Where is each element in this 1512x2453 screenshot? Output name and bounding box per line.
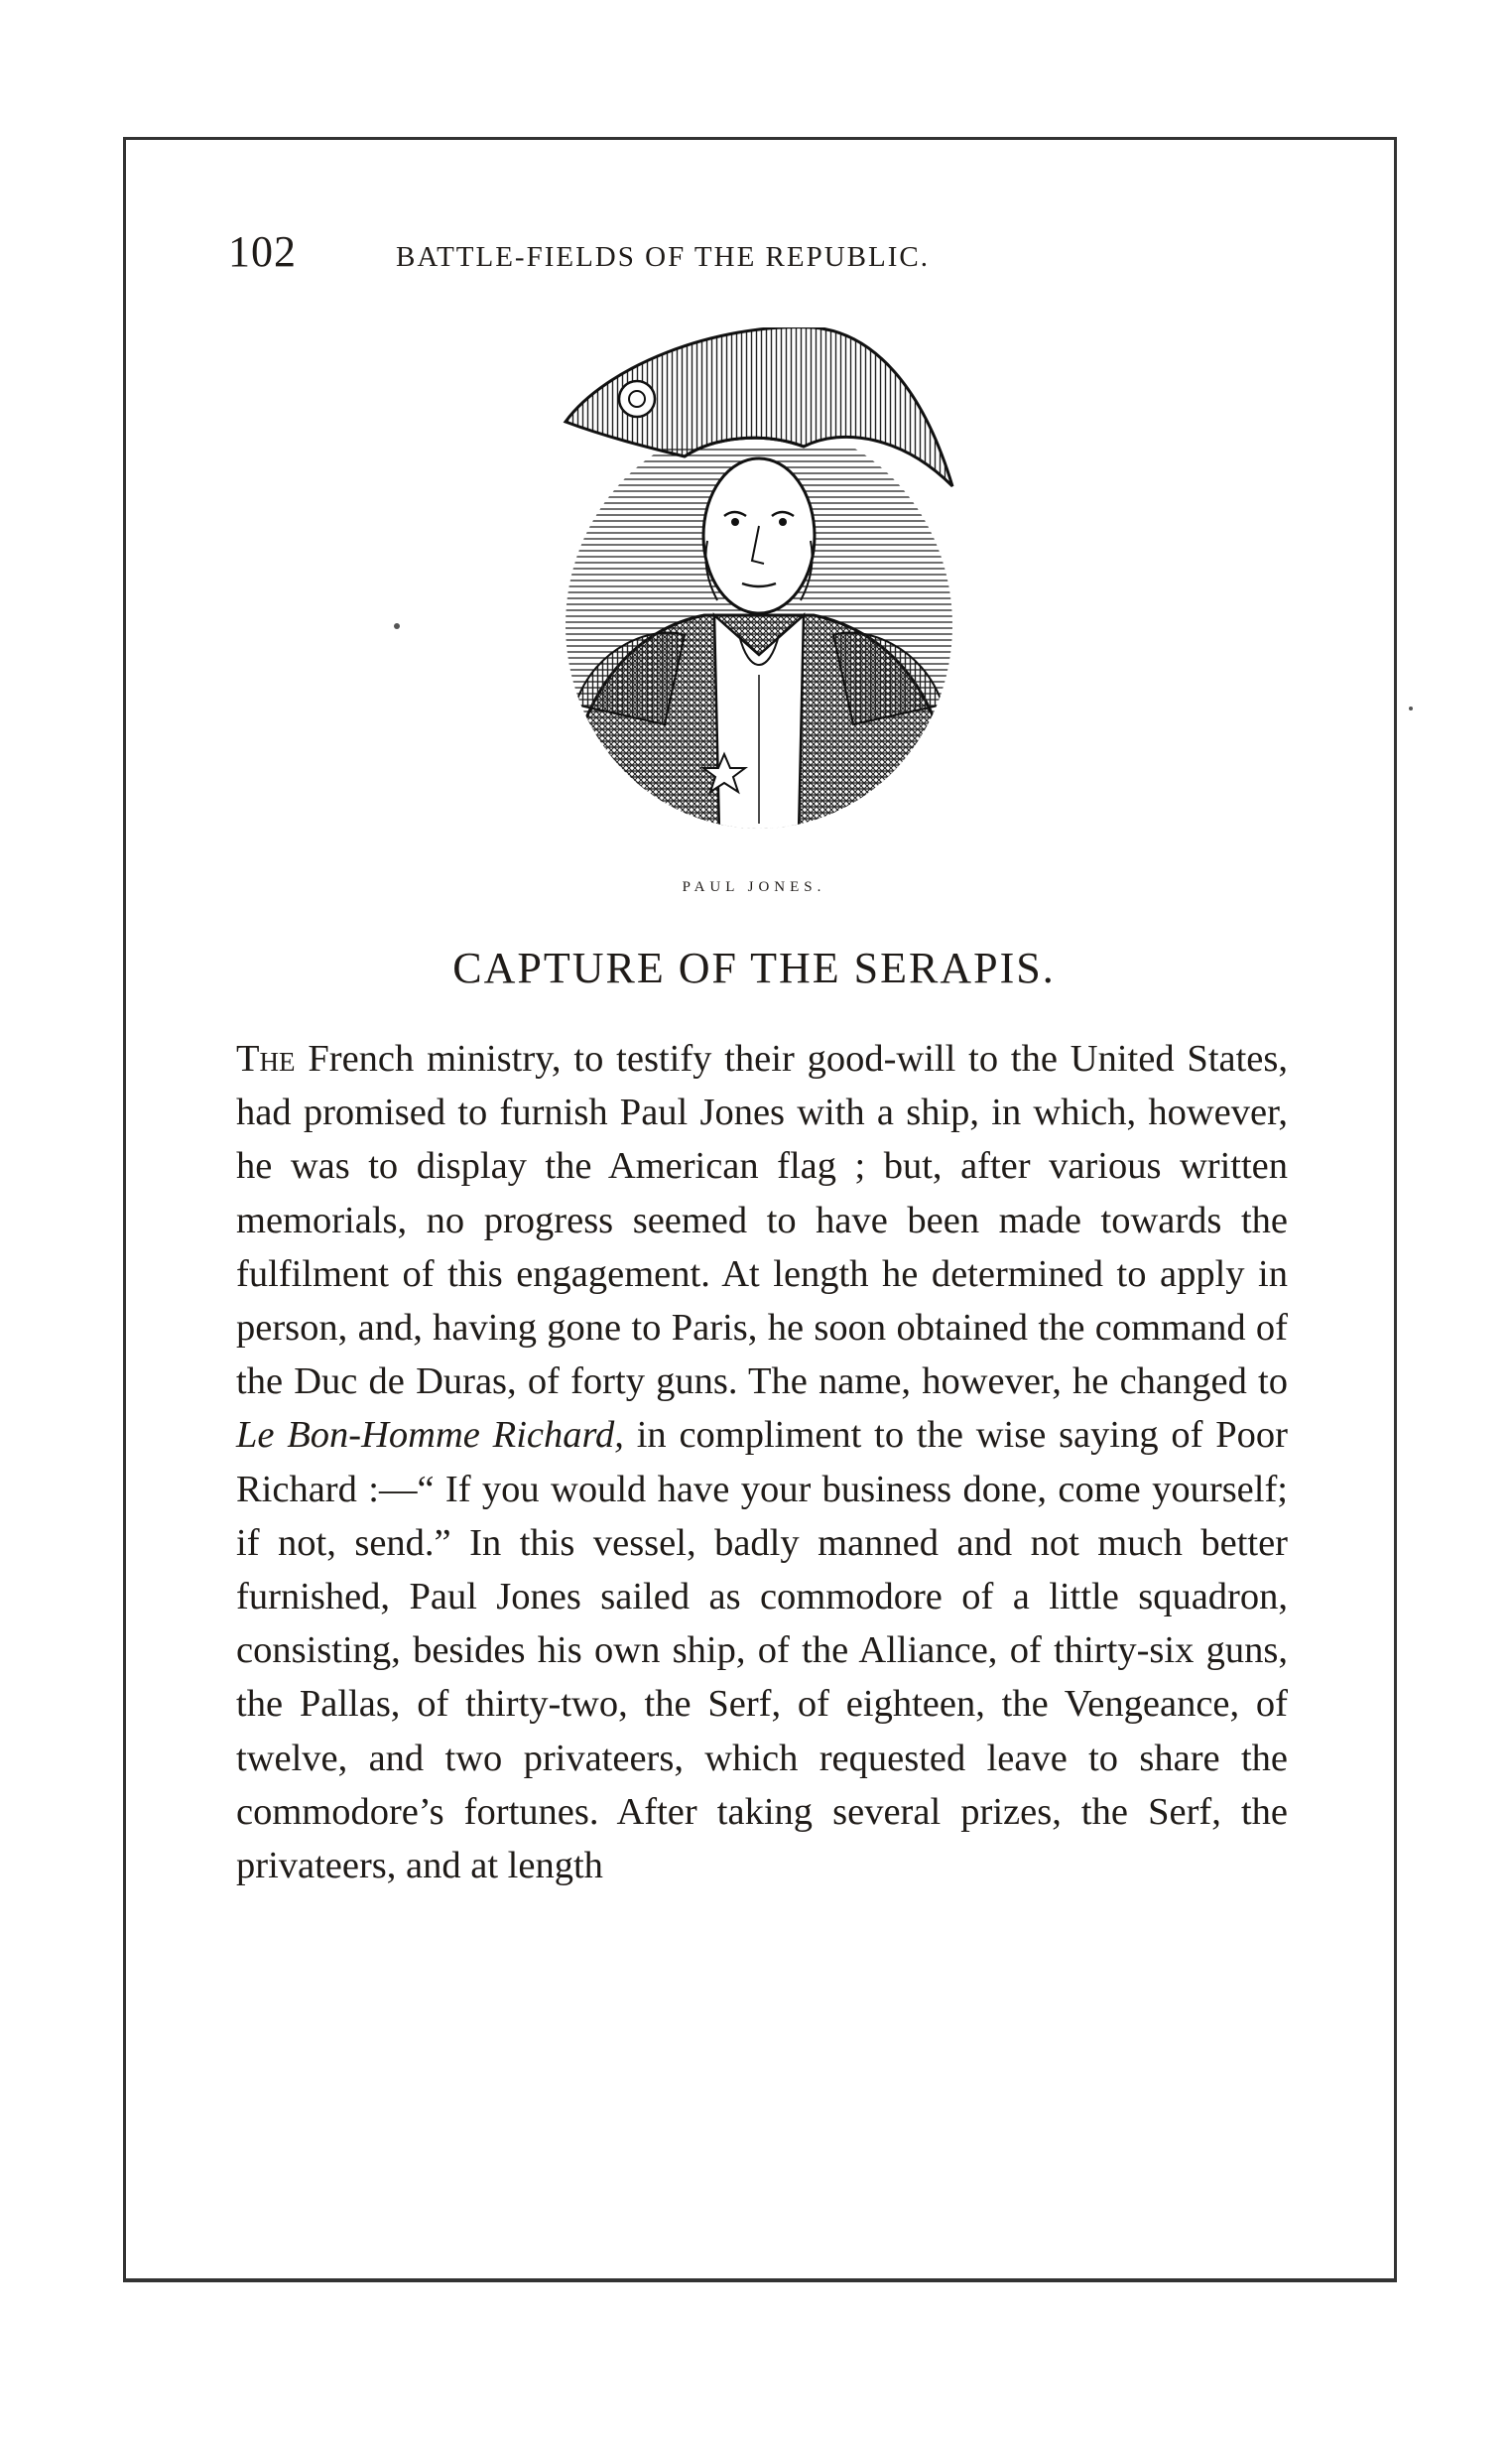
- running-title: BATTLE-FIELDS OF THE REPUBLIC.: [396, 241, 930, 273]
- body-text-part-1: French ministry, to testify their good-will to the United States, had promised to furnish Paul Jones with a ship, in which, however, he was to display the American flag ; but, after various written memorials, no progress seemed to have been made towards the fulfilment of this engagement. At length he determined to apply in person, and, having gone to Paris, he soon obtained the command of the Duc de Duras, of forty guns. The name, however, he changed to: [236, 1038, 1288, 1403]
- ink-speck: [394, 623, 400, 629]
- portrait-caption: PAUL JONES.: [682, 879, 826, 895]
- opening-word: The: [236, 1038, 296, 1080]
- running-head: [228, 226, 1101, 286]
- body-text-part-2: in compliment to the wise saying of Poor Richard :—“ If you would have your business done, come yourself; if not, send.” In this vessel, badly manned and not much better furnished, Paul Jones sailed as commodore of a little squadron, consisting, besides his own ship, of the Alliance, of thirty-six guns, the Pallas, of thirty-two, the Serf, of eighteen, the Vengeance, of twelve, and two privateers, which requested leave to share the commodore’s fortunes. After taking several prizes, the Serf, the privateers, and at length: [236, 1414, 1288, 1887]
- ship-name: Le Bon-Homme Richard,: [236, 1414, 624, 1457]
- portrait-icon: [546, 327, 972, 834]
- page-number: 102: [228, 227, 297, 276]
- body-paragraph: [236, 1032, 1288, 1892]
- article-title: CAPTURE OF THE SERAPIS.: [452, 944, 1056, 992]
- ink-speck: [1409, 707, 1413, 710]
